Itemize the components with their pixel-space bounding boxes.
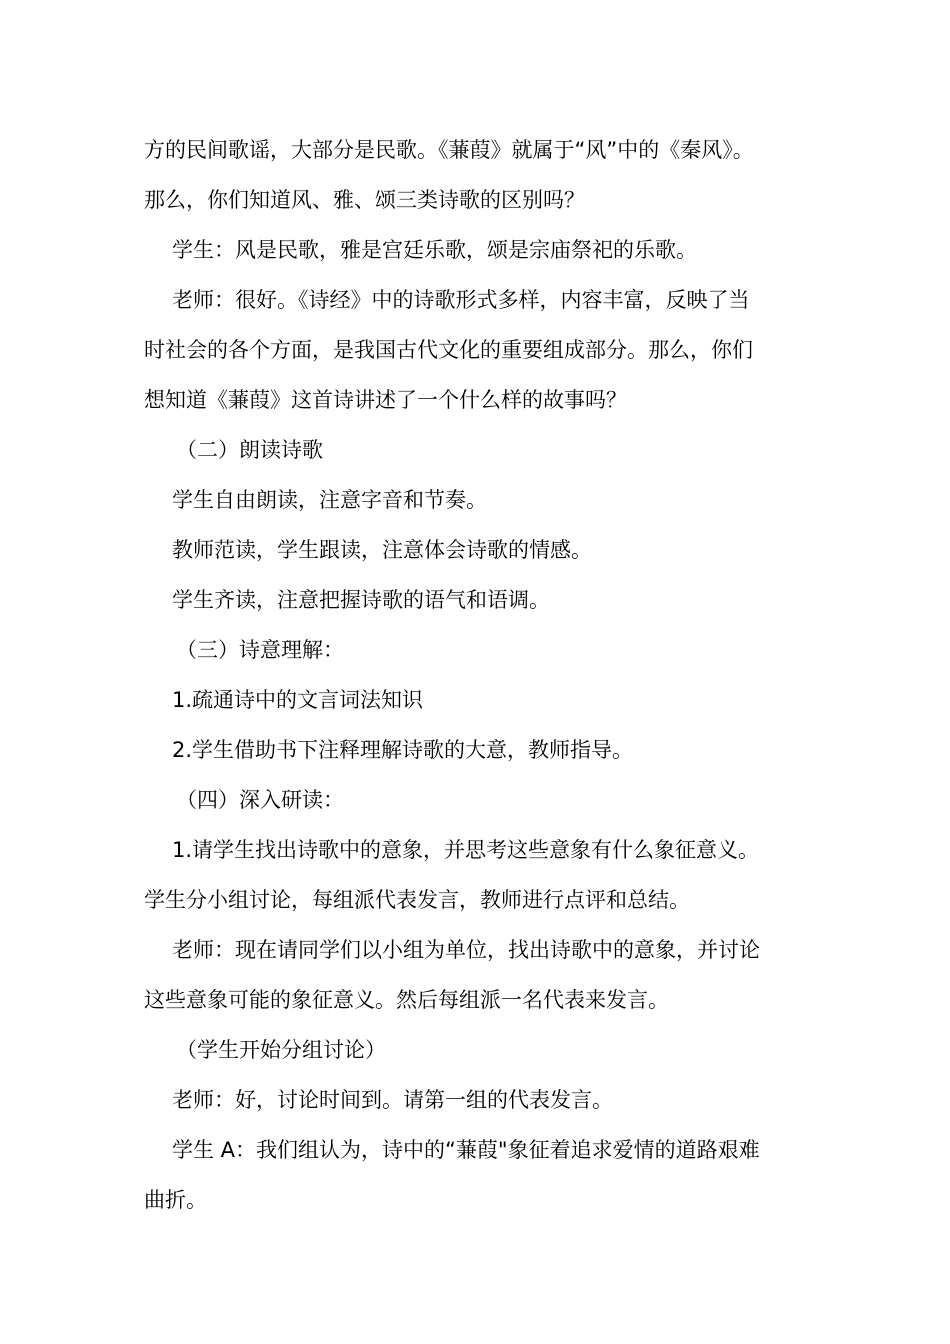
paragraph-line: 曲折。 bbox=[144, 1188, 207, 1212]
paragraph-line: 学生自由朗读，注意字音和节奏。 bbox=[172, 488, 487, 512]
dialogue-line-student-a: 学生 A：我们组认为，诗中的“蒹葭"象征着追求爱情的道路艰难 bbox=[172, 1138, 760, 1162]
section-heading-reading: （二）朗读诗歌 bbox=[176, 438, 323, 462]
stage-direction: （学生开始分组讨论） bbox=[176, 1038, 386, 1062]
dialogue-line-student: 学生：风是民歌，雅是宫廷乐歌，颂是宗庙祭祀的乐歌。 bbox=[172, 238, 697, 262]
paragraph-line: 这些意象可能的象征意义。然后每组派一名代表来发言。 bbox=[144, 988, 669, 1012]
list-item: 1.疏通诗中的文言词法知识 bbox=[172, 688, 424, 712]
dialogue-line-teacher: 老师：好，讨论时间到。请第一组的代表发言。 bbox=[172, 1088, 613, 1112]
list-item: 1.请学生找出诗歌中的意象，并思考这些意象有什么象征意义。 bbox=[172, 838, 760, 862]
paragraph-line: 教师范读，学生跟读，注意体会诗歌的情感。 bbox=[172, 538, 592, 562]
paragraph-line: 学生分小组讨论，每组派代表发言，教师进行点评和总结。 bbox=[144, 888, 690, 912]
dialogue-line-teacher: 老师：现在请同学们以小组为单位，找出诗歌中的意象，并讨论 bbox=[172, 938, 760, 962]
list-item: 2.学生借助书下注释理解诗歌的大意，教师指导。 bbox=[172, 738, 634, 762]
paragraph-line: 想知道《蒹葭》这首诗讲述了一个什么样的故事吗？ bbox=[144, 388, 627, 412]
dialogue-line-teacher: 老师：很好。《诗经》中的诗歌形式多样，内容丰富，反映了当 bbox=[172, 288, 750, 312]
section-heading-understanding: （三）诗意理解： bbox=[176, 638, 344, 662]
paragraph-line: 那么，你们知道风、雅、颂三类诗歌的区别吗？ bbox=[144, 188, 585, 212]
paragraph-line: 时社会的各个方面，是我国古代文化的重要组成部分。那么，你们 bbox=[144, 338, 753, 362]
paragraph-line: 方的民间歌谣，大部分是民歌。《蒹葭》就属于“风”中的《秦风》。 bbox=[144, 138, 754, 162]
paragraph-line: 学生齐读，注意把握诗歌的语气和语调。 bbox=[172, 588, 550, 612]
section-heading-deep-study: （四）深入研读： bbox=[176, 788, 344, 812]
